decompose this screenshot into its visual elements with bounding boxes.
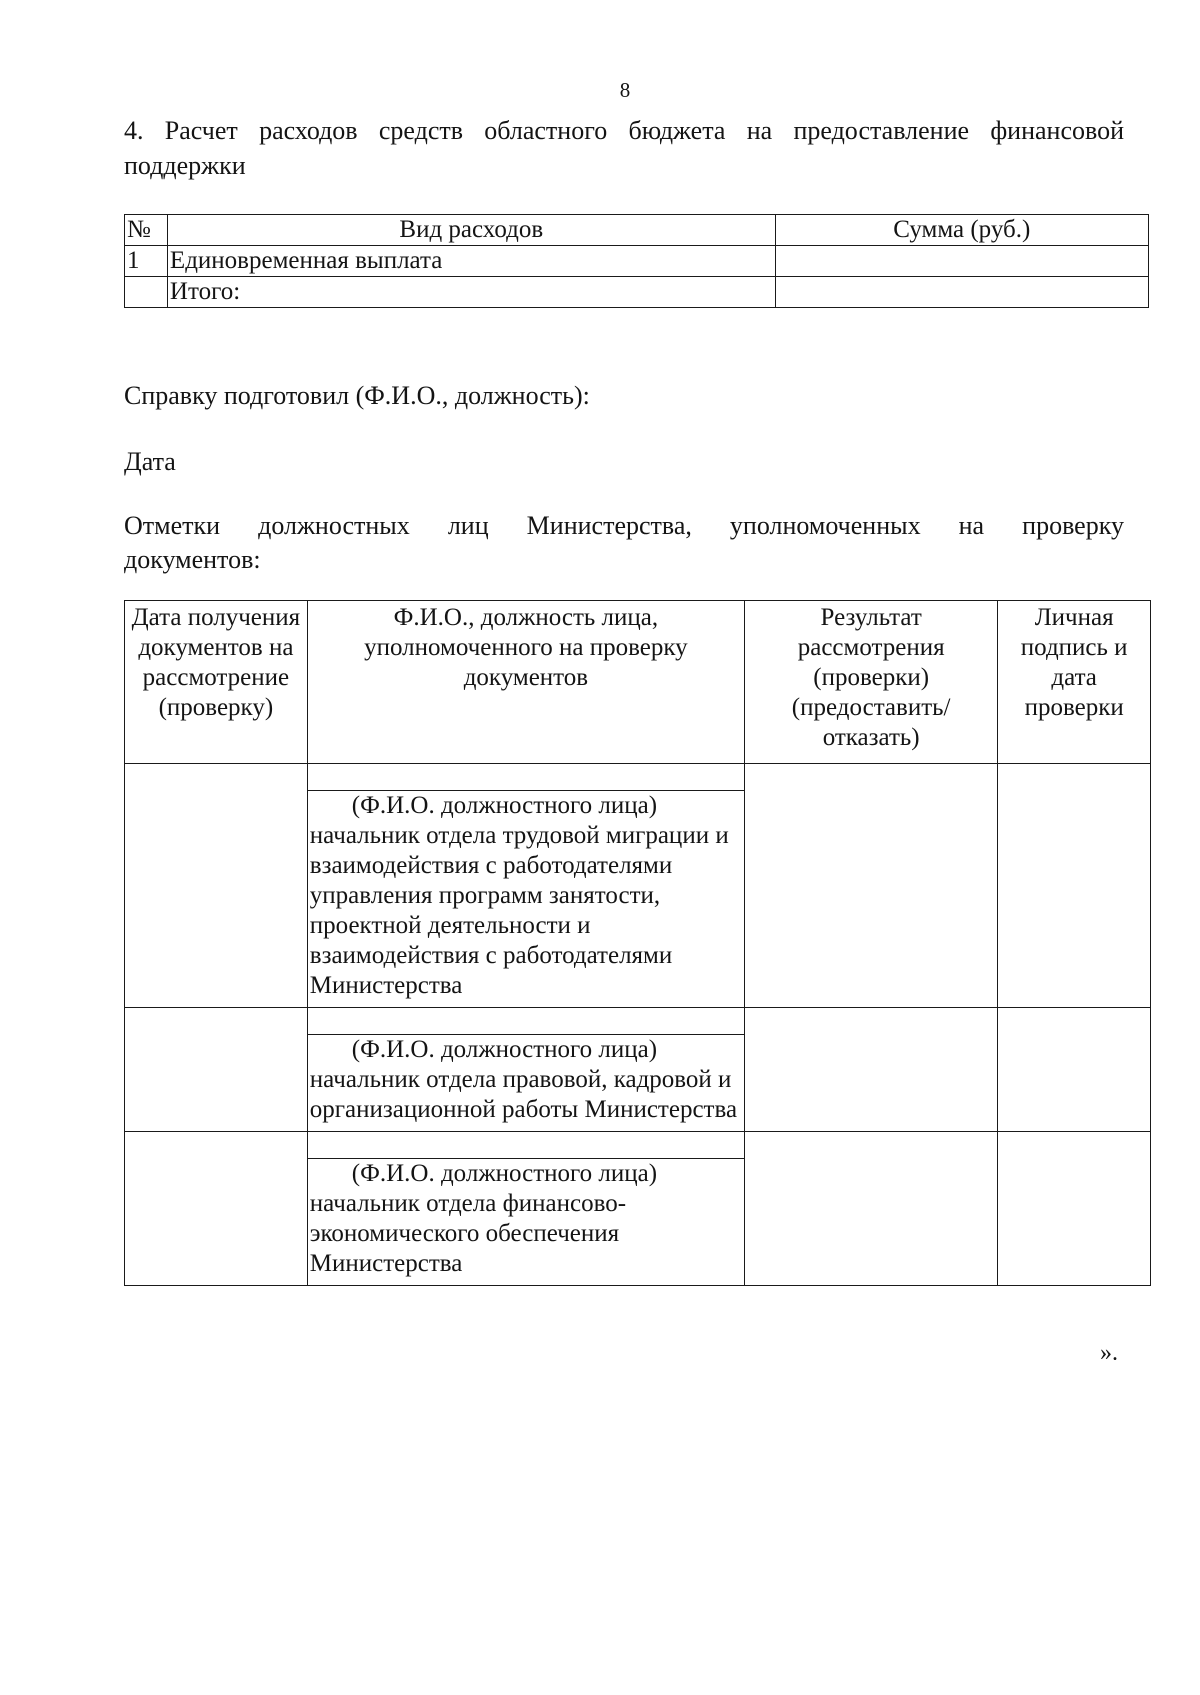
name-blank-line xyxy=(308,764,744,791)
row-number: 1 xyxy=(125,246,168,277)
table-row xyxy=(125,246,1149,277)
header-official-name: Ф.И.О., должность лица, уполномоченного на проверку документов xyxy=(307,601,744,764)
table-header-row xyxy=(125,215,1149,246)
review-result-cell xyxy=(744,1008,997,1132)
fio-caption: (Ф.И.О. должностного лица) xyxy=(351,1160,658,1187)
fio-caption: (Ф.И.О. должностного лица) xyxy=(351,792,658,819)
header-signature: Личная подпись и дата проверки xyxy=(998,601,1151,764)
table-header-row xyxy=(125,601,1151,764)
header-receipt-date: Дата получения документов на рассмотрение (проверку) xyxy=(125,601,308,764)
header-review-result: Результат рассмотрения (проверки) (предоставить/отказать) xyxy=(744,601,997,764)
date-label: Дата xyxy=(124,447,176,476)
receipt-date-cell xyxy=(125,1132,308,1286)
receipt-date-cell xyxy=(125,764,308,1008)
prepared-by-label: Справку подготовил (Ф.И.О., должность): xyxy=(124,381,590,410)
marks-line1: Отметки должностных лиц Министерства, уполномоченных на проверку xyxy=(124,511,1124,540)
marks-line2: документов: xyxy=(124,545,261,574)
row-total-label: Итого: xyxy=(167,277,775,308)
name-blank-line xyxy=(308,1132,744,1159)
table-row xyxy=(125,1132,1151,1286)
closing-quote-mark: ». xyxy=(1100,1340,1118,1366)
row-expense-type: Единовременная выплата xyxy=(167,246,775,277)
official-role: начальник отдела трудовой миграции и взаимодействия с работодателями управления программ занятости, проектной деятельности и взаимодействия с работодателями Министерства xyxy=(309,822,729,999)
expense-table xyxy=(124,214,1149,308)
name-blank-line xyxy=(308,1008,744,1035)
section-heading-line2: поддержки xyxy=(124,151,246,180)
row-sum xyxy=(775,277,1148,308)
header-sum: Сумма (руб.) xyxy=(775,215,1148,246)
fio-caption: (Ф.И.О. должностного лица) xyxy=(351,1036,658,1063)
header-number: № xyxy=(125,215,168,246)
table-row xyxy=(125,277,1149,308)
review-result-cell xyxy=(744,764,997,1008)
page-number: 8 xyxy=(619,78,631,102)
official-role: начальник отдела правовой, кадровой и организационной работы Министерства xyxy=(309,1066,738,1123)
official-role: начальник отдела финансово-экономического обеспечения Министерства xyxy=(309,1190,627,1277)
row-sum xyxy=(775,246,1148,277)
official-cell xyxy=(307,764,744,1008)
official-cell xyxy=(307,1008,744,1132)
review-result-cell xyxy=(744,1132,997,1286)
official-cell xyxy=(307,1132,744,1286)
review-table xyxy=(124,600,1151,1286)
signature-cell xyxy=(998,1132,1151,1286)
table-row xyxy=(125,1008,1151,1132)
receipt-date-cell xyxy=(125,1008,308,1132)
table-row xyxy=(125,764,1151,1008)
signature-cell xyxy=(998,1008,1151,1132)
row-number xyxy=(125,277,168,308)
header-expense-type: Вид расходов xyxy=(167,215,775,246)
signature-cell xyxy=(998,764,1151,1008)
section-heading-line1: 4. Расчет расходов средств областного бюджета на предоставление финансовой xyxy=(124,116,1124,145)
